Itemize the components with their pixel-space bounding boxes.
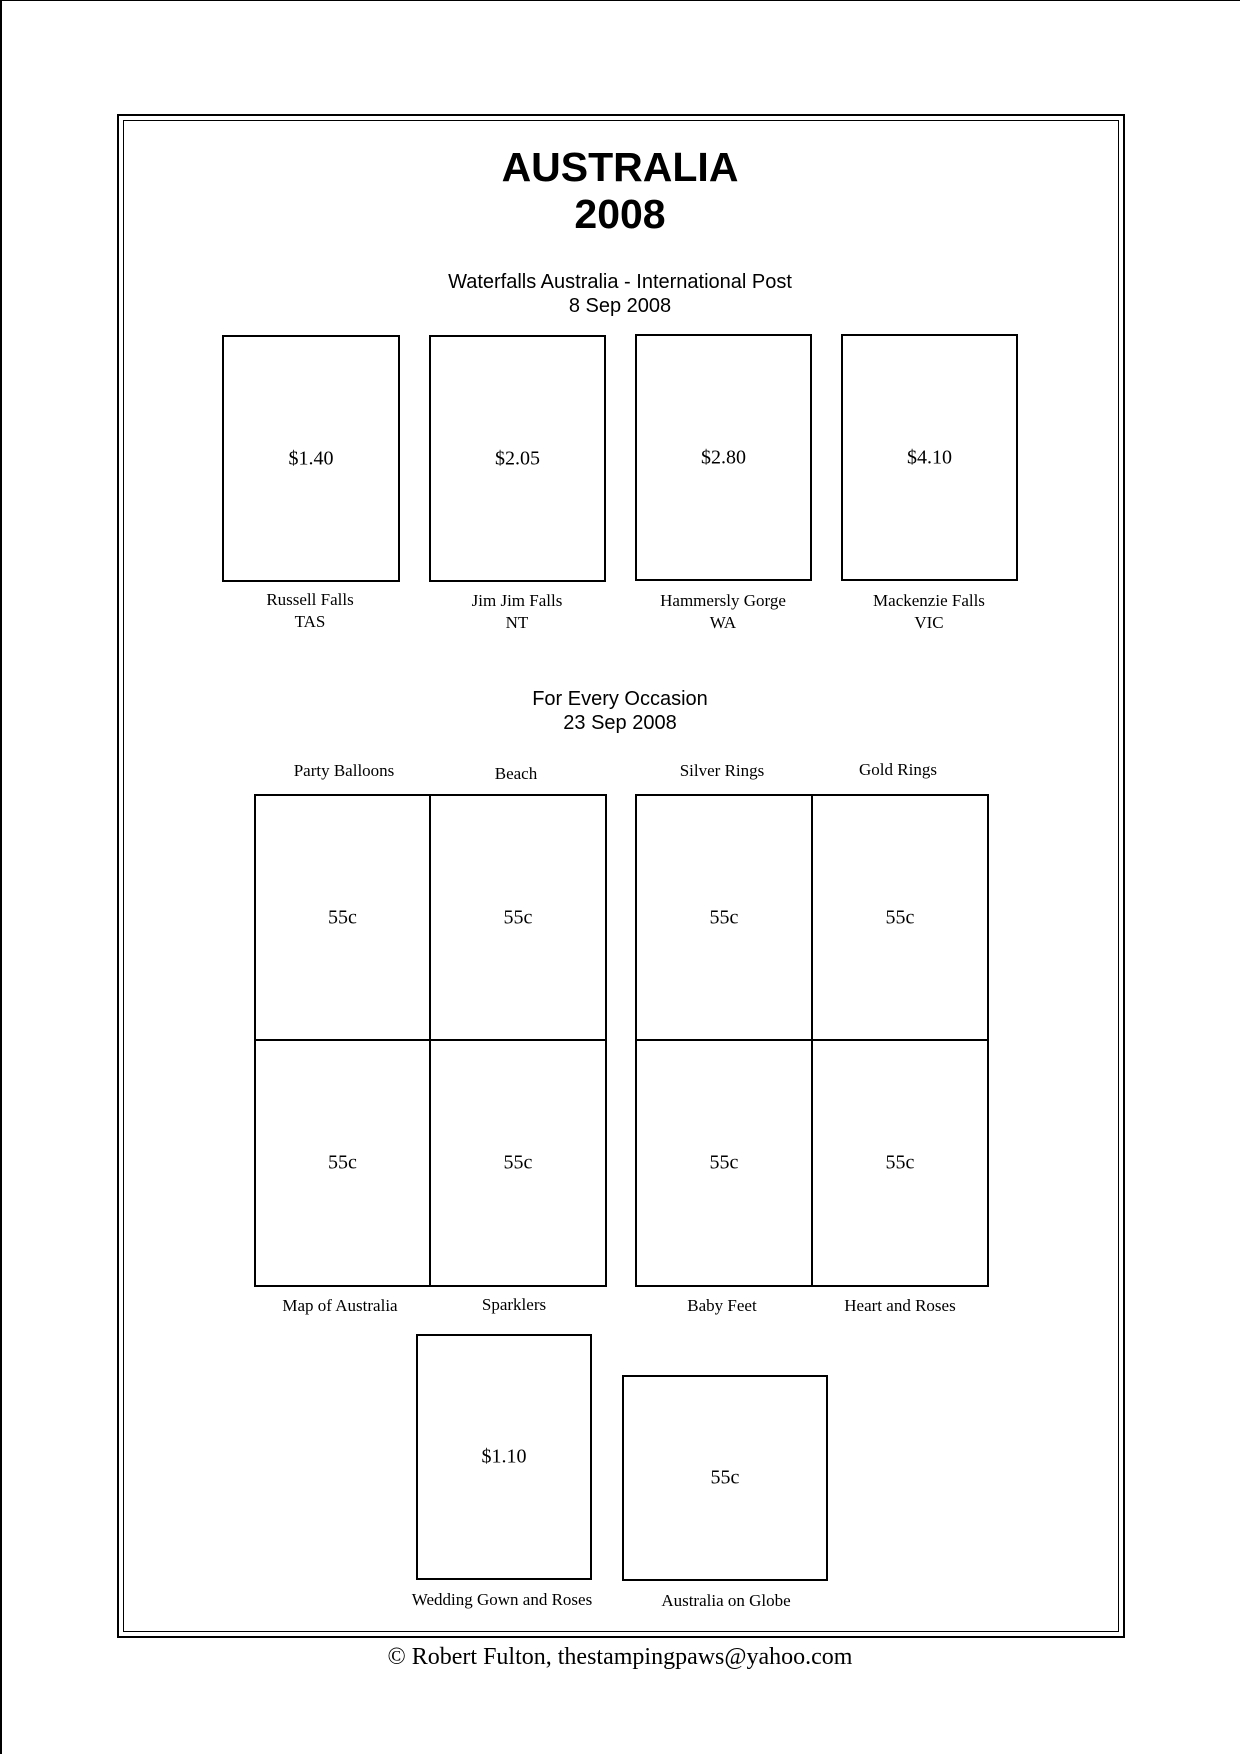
stamp-value: 55c	[885, 1151, 915, 1174]
stamp-value: 55c	[885, 906, 915, 928]
block-label-bottom: Heart and Roses	[844, 1296, 956, 1315]
stamp-value: $4.10	[907, 446, 952, 468]
stamp-box-jim-jim-falls	[429, 335, 606, 582]
stamp-value: 55c	[503, 906, 533, 928]
block-label-bottom: Sparklers	[481, 1295, 547, 1314]
stamp-block-left	[254, 794, 607, 1287]
stamp-caption-state: WA	[709, 613, 737, 632]
block-label-bottom: Baby Feet	[687, 1296, 757, 1315]
waterfalls-date: 8 Sep 2008	[568, 295, 672, 317]
block-label-top: Silver Rings	[679, 761, 765, 780]
stamp-value: $2.05	[495, 447, 540, 469]
stamp-cell	[431, 1041, 605, 1285]
waterfalls-heading: Waterfalls Australia - International Post	[448, 271, 792, 293]
stamp-value: 55c	[709, 1151, 739, 1174]
block-label-bottom: Map of Australia	[282, 1296, 398, 1315]
stamp-box-russell-falls	[222, 335, 400, 582]
stamp-box-hammersly-gorge	[635, 334, 812, 581]
stamp-cell	[637, 1041, 813, 1285]
stamp-caption-name: Hammersly Gorge	[660, 591, 786, 610]
stamp-caption-name: Russell Falls	[266, 590, 354, 609]
stamp-cell	[637, 796, 813, 1041]
occasion-heading: For Every Occasion	[532, 688, 708, 710]
stamp-box-wedding-gown	[416, 1334, 592, 1580]
stamp-caption-name: Wedding Gown and Roses	[411, 1590, 593, 1609]
stamp-value: 55c	[503, 1151, 533, 1174]
stamp-caption-name: Jim Jim Falls	[471, 591, 563, 610]
block-label-top: Party Balloons	[293, 761, 395, 780]
stamp-block-right	[635, 794, 989, 1287]
stamp-value: $1.10	[481, 1445, 527, 1468]
stamp-caption-state: VIC	[914, 613, 944, 632]
stamp-cell	[256, 1041, 431, 1285]
occasion-date: 23 Sep 2008	[563, 712, 677, 734]
stamp-caption-state: TAS	[294, 612, 326, 631]
page-year: 2008	[574, 191, 666, 237]
stamp-value: $1.40	[288, 447, 334, 469]
stamp-caption-name: Mackenzie Falls	[873, 591, 985, 610]
stamp-value: 55c	[709, 906, 739, 928]
stamp-cell	[256, 796, 431, 1041]
stamp-caption-name: Australia on Globe	[661, 1591, 791, 1610]
stamp-box-australia-globe	[622, 1375, 828, 1581]
copyright-footer: © Robert Fulton, thestampingpaws@yahoo.com	[387, 1644, 853, 1670]
stamp-value: 55c	[328, 1151, 357, 1174]
stamp-box-mackenzie-falls	[841, 334, 1018, 581]
block-label-top: Gold Rings	[859, 760, 937, 779]
stamp-cell	[431, 796, 605, 1041]
stamp-value: 55c	[710, 1466, 740, 1489]
stamp-cell	[813, 1041, 987, 1285]
stamp-value: 55c	[328, 906, 357, 928]
stamp-cell	[813, 796, 987, 1041]
stamp-value: $2.80	[701, 446, 746, 468]
stamp-caption-state: NT	[505, 613, 529, 632]
page-title: AUSTRALIA	[501, 144, 739, 190]
block-label-top: Beach	[494, 764, 538, 783]
